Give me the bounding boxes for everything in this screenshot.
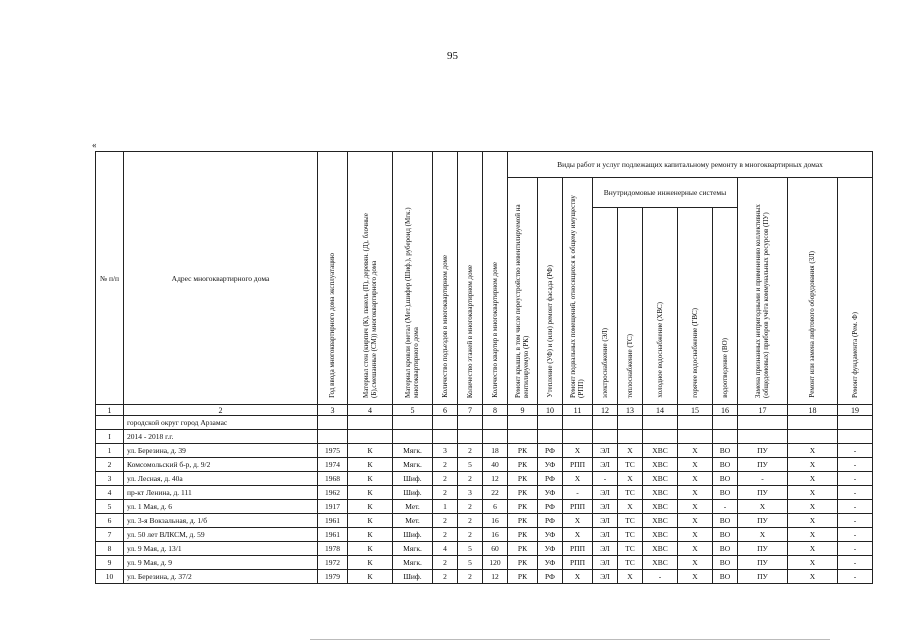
table-cell: РПП [563, 458, 593, 472]
table-cell: 2 [458, 500, 483, 514]
table-cell: РК [508, 472, 538, 486]
table-row [96, 458, 873, 472]
table-cell: 2 [433, 528, 458, 542]
table-cell: Х [618, 570, 643, 584]
table-cell: ПУ [738, 444, 788, 458]
header-wall-material: Материал стен (кирпич (К), панель (П), деревян. (Д), блочные (Б),смешанные (СМ)) многоквартирного дома [348, 152, 393, 405]
table-cell: РФ [538, 500, 563, 514]
table-cell: Мягк. [393, 444, 433, 458]
column-number: 16 [713, 405, 738, 416]
table-cell: ТС [618, 458, 643, 472]
table-cell: Шиф. [393, 486, 433, 500]
header-electric: электроснабжение (ЭЛ) [593, 208, 618, 405]
table-cell: - [643, 570, 678, 584]
table-cell: Х [678, 472, 713, 486]
table-cell: 3 [458, 486, 483, 500]
table-cell: ХВС [643, 556, 678, 570]
header-meters: Замена признанных непригодными и применению коллективных (общедомовых) приборов учёта коммунальных ресурсов (ПУ) [738, 178, 788, 405]
table-cell: Х [738, 528, 788, 542]
table-cell: РК [508, 486, 538, 500]
table-cell: - [593, 472, 618, 486]
table-cell: К [348, 556, 393, 570]
empty-cell [483, 416, 508, 430]
empty-cell [713, 416, 738, 430]
table-cell: Х [788, 472, 838, 486]
column-number: 12 [593, 405, 618, 416]
table-cell: УФ [538, 528, 563, 542]
table-cell: 1978 [318, 542, 348, 556]
table-cell: 2 [433, 472, 458, 486]
empty-cell [96, 416, 124, 430]
table-cell: 1974 [318, 458, 348, 472]
header-engineering-group: Внутридомовые инженерные системы [593, 178, 738, 208]
table-cell: 2 [458, 570, 483, 584]
period-row [96, 430, 873, 444]
table-cell: - [838, 500, 873, 514]
table-cell: ВО [713, 486, 738, 500]
table-cell: РК [508, 514, 538, 528]
table-cell: ХВС [643, 486, 678, 500]
address-cell: ул. 3-я Вокзальная, д. 1/б [124, 514, 318, 528]
table-cell: - [738, 472, 788, 486]
table-row [96, 500, 873, 514]
empty-cell [643, 430, 678, 444]
table-cell: 4 [96, 486, 124, 500]
table-cell: Х [563, 514, 593, 528]
table-cell: 6 [96, 514, 124, 528]
table-cell: ЭЛ [593, 570, 618, 584]
table-cell: УФ [538, 556, 563, 570]
empty-cell [593, 430, 618, 444]
table-cell: 7 [96, 528, 124, 542]
column-number: 4 [348, 405, 393, 416]
column-number: 17 [738, 405, 788, 416]
table-cell: РФ [538, 444, 563, 458]
table-cell: РПП [563, 542, 593, 556]
address-cell: Комсомольский б-р, д. 9/2 [124, 458, 318, 472]
address-cell: ул. 9 Мая, д. 9 [124, 556, 318, 570]
table-cell: ЭЛ [593, 514, 618, 528]
capital-repair-table [95, 151, 873, 584]
table-cell: 40 [483, 458, 508, 472]
table-cell: Шиф. [393, 570, 433, 584]
table-cell: ХВС [643, 472, 678, 486]
table-cell: ВО [713, 570, 738, 584]
header-entrances: Количество подъездов в многоквартирном доме [433, 152, 458, 405]
table-cell: 2 [458, 528, 483, 542]
header-sewage: водоотведение (ВО) [713, 208, 738, 405]
header-floors: Количество этажей в многоквартирном доме [458, 152, 483, 405]
table-cell: ХВС [643, 458, 678, 472]
address-cell: ул. 1 Мая, д. 6 [124, 500, 318, 514]
table-cell: Х [678, 500, 713, 514]
header-works-group: Виды работ и услуг подлежащих капитальному ремонту в многоквартирных домах [508, 152, 873, 178]
district-name: городской округ город Арзамас [124, 416, 318, 430]
table-cell: РК [508, 458, 538, 472]
table-cell: ПУ [738, 458, 788, 472]
table-cell: РФ [538, 570, 563, 584]
table-cell: 9 [96, 556, 124, 570]
empty-cell [788, 430, 838, 444]
table-cell: Х [788, 458, 838, 472]
address-cell: пр-кт Ленина, д. 111 [124, 486, 318, 500]
quote-mark: « [92, 140, 97, 150]
table-cell: Шиф. [393, 472, 433, 486]
table-cell: ВО [713, 528, 738, 542]
empty-cell [678, 416, 713, 430]
empty-cell [538, 416, 563, 430]
table-cell: Мягк. [393, 542, 433, 556]
table-cell: ХВС [643, 514, 678, 528]
table-cell: Х [678, 528, 713, 542]
table-cell: 2 [433, 570, 458, 584]
column-number: 13 [618, 405, 643, 416]
table-cell: 5 [458, 556, 483, 570]
column-number: 14 [643, 405, 678, 416]
empty-cell [433, 430, 458, 444]
column-number: 15 [678, 405, 713, 416]
column-number: 2 [124, 405, 318, 416]
table-cell: Х [563, 444, 593, 458]
table-cell: 18 [483, 444, 508, 458]
table-cell: Х [788, 500, 838, 514]
address-cell: ул. 9 Мая, д. 13/1 [124, 542, 318, 556]
table-cell: ПУ [738, 556, 788, 570]
empty-cell [348, 416, 393, 430]
table-cell: Мет. [393, 514, 433, 528]
table-cell: 2 [458, 444, 483, 458]
table-cell: Шиф. [393, 528, 433, 542]
page-number: 95 [447, 50, 458, 62]
table-cell: Х [563, 472, 593, 486]
table-cell: Х [678, 570, 713, 584]
table-cell: ВО [713, 472, 738, 486]
address-cell: ул. Березина, д. 39 [124, 444, 318, 458]
column-number: 7 [458, 405, 483, 416]
table-cell: К [348, 486, 393, 500]
table-cell: РК [508, 500, 538, 514]
table-cell: ХВС [643, 500, 678, 514]
column-number: 6 [433, 405, 458, 416]
table-cell: ПУ [738, 570, 788, 584]
empty-cell [563, 416, 593, 430]
table-cell: ТС [618, 528, 643, 542]
table-cell: 10 [96, 570, 124, 584]
table-cell: ХВС [643, 528, 678, 542]
table-row [96, 472, 873, 486]
table-cell: К [348, 514, 393, 528]
column-number: 5 [393, 405, 433, 416]
column-number: 1 [96, 405, 124, 416]
table-cell: 2 [433, 486, 458, 500]
table-cell: 60 [483, 542, 508, 556]
empty-cell [618, 430, 643, 444]
table-cell: РК [508, 444, 538, 458]
table-cell: РК [508, 570, 538, 584]
header-apartments: Количество квартир в многоквартирном доме [483, 152, 508, 405]
table-cell: Х [618, 444, 643, 458]
table-cell: 8 [96, 542, 124, 556]
header-basement: Ремонт подвальных помещений, относящихся к общему имуществу (РПП) [563, 178, 593, 405]
header-roof-material: Материал кровли (метал (Мет.),шифер (Шиф.), рубероид (Мгк.) многоквартирного дома [393, 152, 433, 405]
table-cell: - [838, 542, 873, 556]
empty-cell [508, 416, 538, 430]
table-cell: Х [678, 514, 713, 528]
table-cell: 1 [433, 500, 458, 514]
table-cell: ПУ [738, 486, 788, 500]
table-cell: 1 [96, 444, 124, 458]
empty-cell [593, 416, 618, 430]
table-cell: ВО [713, 444, 738, 458]
table-cell: Х [678, 542, 713, 556]
empty-cell [483, 430, 508, 444]
table-cell: 2 [96, 458, 124, 472]
empty-cell [348, 430, 393, 444]
table-row [96, 556, 873, 570]
header-heating: теплоснабжение (ТС) [618, 208, 643, 405]
table-row [96, 444, 873, 458]
table-cell: Х [563, 570, 593, 584]
table-cell: ВО [713, 556, 738, 570]
table-cell: - [838, 528, 873, 542]
table-cell: ПУ [738, 514, 788, 528]
column-number: 3 [318, 405, 348, 416]
table-cell: К [348, 542, 393, 556]
table-cell: Х [788, 444, 838, 458]
header-facade: Утепление (УФ) и (или) ремонт фасада (РФ) [538, 178, 563, 405]
table-cell: 22 [483, 486, 508, 500]
table-row [96, 486, 873, 500]
table-cell: 2 [458, 514, 483, 528]
table-cell: 16 [483, 514, 508, 528]
header-address: Адрес многоквартирного дома [124, 152, 318, 405]
empty-cell [788, 416, 838, 430]
table-row [96, 528, 873, 542]
table-cell: К [348, 444, 393, 458]
table-cell: ПУ [738, 542, 788, 556]
table-cell: Х [788, 528, 838, 542]
table-cell: ТС [618, 556, 643, 570]
table-cell: 2 [433, 556, 458, 570]
header-foundation: Ремонт фундамента (Рем. Ф) [838, 178, 873, 405]
table-cell: Х [788, 514, 838, 528]
table-cell: РК [508, 542, 538, 556]
table-cell: ЭЛ [593, 444, 618, 458]
table-cell: - [838, 458, 873, 472]
empty-cell [318, 430, 348, 444]
table-cell: УФ [538, 542, 563, 556]
column-number: 9 [508, 405, 538, 416]
table-cell: ЭЛ [593, 500, 618, 514]
empty-cell [838, 430, 873, 444]
table-cell: ЭЛ [593, 486, 618, 500]
table-cell: - [838, 570, 873, 584]
table-cell: - [838, 472, 873, 486]
empty-cell [738, 416, 788, 430]
table-cell: Х [738, 500, 788, 514]
table-cell: Х [563, 528, 593, 542]
table-cell: ЭЛ [593, 528, 618, 542]
table-cell: 1962 [318, 486, 348, 500]
empty-cell [393, 416, 433, 430]
table-cell: 12 [483, 472, 508, 486]
table-cell: - [713, 500, 738, 514]
table-cell: 1968 [318, 472, 348, 486]
column-number: 19 [838, 405, 873, 416]
table-cell: 2 [458, 472, 483, 486]
address-cell: ул. 50 лет ВЛКСМ, д. 59 [124, 528, 318, 542]
table-cell: Х [788, 486, 838, 500]
table-cell: Мет. [393, 500, 433, 514]
header-year: Год ввода многоквартирного дома эксплуатацию [318, 152, 348, 405]
table-cell: ВО [713, 542, 738, 556]
empty-cell [643, 416, 678, 430]
header-cold-water: холодное водоснабжение (ХВС) [643, 208, 678, 405]
table-cell: 5 [458, 542, 483, 556]
table-cell: ХВС [643, 542, 678, 556]
table-row [96, 514, 873, 528]
table-cell: 4 [433, 542, 458, 556]
column-number-row [96, 405, 873, 416]
header-roof-repair: Ремонт крыши, в том числе переустройство невентилируемой на вентилируемую (РК) [508, 178, 538, 405]
empty-cell [738, 430, 788, 444]
empty-cell [458, 430, 483, 444]
table-cell: ВО [713, 458, 738, 472]
table-cell: 1961 [318, 528, 348, 542]
table-cell: Х [618, 500, 643, 514]
table-cell: УФ [538, 486, 563, 500]
table-cell: 3 [433, 444, 458, 458]
table-cell: ЭЛ [593, 458, 618, 472]
empty-cell [838, 416, 873, 430]
table-cell: Мягк. [393, 556, 433, 570]
table-cell: 1975 [318, 444, 348, 458]
table-cell: 5 [96, 500, 124, 514]
header-hot-water: горячее водоснабжение (ГВС) [678, 208, 713, 405]
table-row [96, 542, 873, 556]
empty-cell [508, 430, 538, 444]
empty-cell [458, 416, 483, 430]
header-num: № п/п [96, 152, 124, 405]
address-cell: ул. Березина, д. 37/2 [124, 570, 318, 584]
table-cell: - [838, 514, 873, 528]
column-number: 8 [483, 405, 508, 416]
empty-cell [618, 416, 643, 430]
table-cell: Х [678, 458, 713, 472]
table-cell: - [838, 556, 873, 570]
table-cell: ЭЛ [593, 542, 618, 556]
table-cell: - [563, 486, 593, 500]
column-number: 18 [788, 405, 838, 416]
table-cell: К [348, 458, 393, 472]
table-cell: РПП [563, 500, 593, 514]
table-cell: ВО [713, 514, 738, 528]
empty-cell [393, 430, 433, 444]
table-cell: Х [788, 542, 838, 556]
table-cell: 6 [483, 500, 508, 514]
table-cell: Х [678, 556, 713, 570]
table-row [96, 570, 873, 584]
table-cell: 5 [458, 458, 483, 472]
period-num: I [96, 430, 124, 444]
table-cell: 1961 [318, 514, 348, 528]
table-cell: 12 [483, 570, 508, 584]
table-cell: ТС [618, 542, 643, 556]
column-number: 11 [563, 405, 593, 416]
table-cell: РПП [563, 556, 593, 570]
table-cell: - [838, 444, 873, 458]
table-cell: К [348, 570, 393, 584]
period-label: 2014 - 2018 г.г. [124, 430, 318, 444]
table-cell: 2 [433, 458, 458, 472]
table-cell: 120 [483, 556, 508, 570]
table-cell: - [838, 486, 873, 500]
table-cell: ЭЛ [593, 556, 618, 570]
table-cell: 3 [96, 472, 124, 486]
table-cell: Х [678, 486, 713, 500]
table-cell: РК [508, 556, 538, 570]
table-cell: ТС [618, 514, 643, 528]
table-cell: К [348, 472, 393, 486]
table-cell: РФ [538, 514, 563, 528]
table-cell: 16 [483, 528, 508, 542]
table-cell: К [348, 528, 393, 542]
table-cell: 2 [433, 514, 458, 528]
house-rows [96, 444, 873, 584]
table-cell: 1979 [318, 570, 348, 584]
table-cell: К [348, 500, 393, 514]
empty-cell [563, 430, 593, 444]
empty-cell [538, 430, 563, 444]
empty-cell [433, 416, 458, 430]
district-row [96, 416, 873, 430]
table-cell: ТС [618, 486, 643, 500]
table-cell: Мягк. [393, 458, 433, 472]
table-cell: Х [678, 444, 713, 458]
table-cell: РК [508, 528, 538, 542]
table-cell: Х [618, 472, 643, 486]
empty-cell [678, 430, 713, 444]
header-elevator: Ремонт или замена лифтового оборудования (ЗЛ) [788, 178, 838, 405]
table-cell: Х [788, 570, 838, 584]
address-cell: ул. Лесная, д. 40а [124, 472, 318, 486]
table-cell: 1972 [318, 556, 348, 570]
column-number: 10 [538, 405, 563, 416]
empty-cell [318, 416, 348, 430]
table-cell: РФ [538, 472, 563, 486]
table-cell: Х [788, 556, 838, 570]
table-cell: ХВС [643, 444, 678, 458]
table-cell: 1917 [318, 500, 348, 514]
empty-cell [713, 430, 738, 444]
table-cell: УФ [538, 458, 563, 472]
